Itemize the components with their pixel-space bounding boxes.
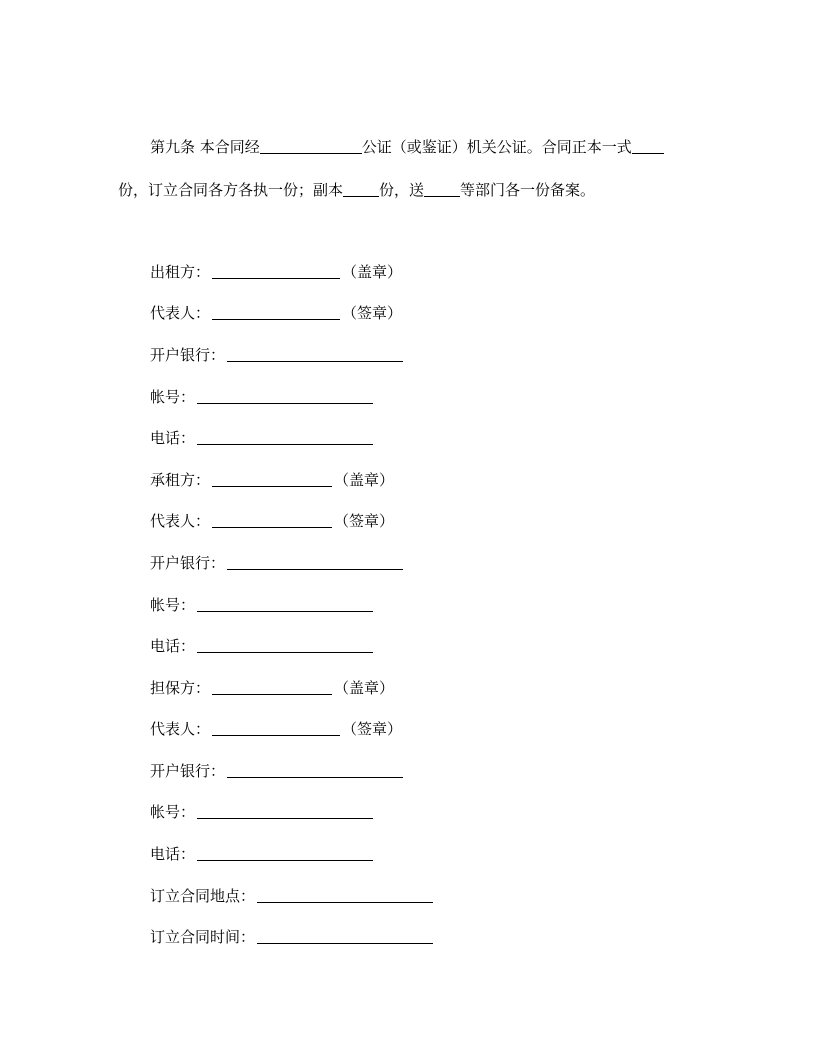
field-label: 出租方： — [150, 263, 211, 281]
signature-field — [150, 511, 394, 531]
field-label: 订立合同地点： — [150, 887, 256, 905]
field-label: 承租方： — [150, 471, 211, 489]
fill-blank[interactable] — [197, 428, 373, 445]
fill-blank[interactable] — [197, 802, 373, 819]
signature-field — [150, 719, 402, 739]
clause-line-1 — [150, 137, 664, 157]
field-label: 帐号： — [150, 803, 196, 821]
field-label: 开户银行： — [150, 762, 226, 780]
signature-field — [150, 844, 373, 864]
field-suffix: （盖章） — [342, 263, 403, 281]
signature-field — [150, 345, 403, 365]
duplicate-copies-blank[interactable] — [343, 180, 379, 197]
departments-blank[interactable] — [424, 180, 460, 197]
field-label: 订立合同时间： — [150, 928, 256, 946]
signature-field — [150, 470, 394, 490]
signature-field — [150, 886, 433, 906]
field-label: 电话： — [150, 637, 196, 655]
fill-blank[interactable] — [212, 262, 340, 279]
field-suffix: （盖章） — [334, 679, 395, 697]
field-suffix: （盖章） — [334, 471, 395, 489]
fill-blank[interactable] — [212, 511, 332, 528]
field-label: 帐号： — [150, 596, 196, 614]
signature-field — [150, 595, 373, 615]
signature-field — [150, 387, 373, 407]
clause-text: 公证（或鉴证）机关公证。合同正本一式 — [361, 138, 632, 156]
signature-field — [150, 428, 373, 448]
fill-blank[interactable] — [227, 345, 403, 362]
clause-line-2 — [118, 180, 595, 200]
field-label: 开户银行： — [150, 554, 226, 572]
field-label: 代表人： — [150, 512, 211, 530]
signature-field — [150, 636, 373, 656]
field-label: 电话： — [150, 845, 196, 863]
clause-text: 等部门各一份备案。 — [460, 181, 596, 199]
fill-blank[interactable] — [197, 595, 373, 612]
signature-field — [150, 303, 402, 323]
signature-field — [150, 927, 433, 947]
signature-field — [150, 262, 402, 282]
field-suffix: （签章） — [342, 720, 403, 738]
fill-blank[interactable] — [227, 761, 403, 778]
fill-blank[interactable] — [197, 387, 373, 404]
field-suffix: （签章） — [334, 512, 395, 530]
fill-blank[interactable] — [197, 636, 373, 653]
fill-blank[interactable] — [257, 927, 433, 944]
notary-blank[interactable] — [260, 137, 362, 154]
signature-field — [150, 553, 403, 573]
clause-text: 份，订立合同各方各执一份；副本 — [118, 181, 344, 199]
fill-blank[interactable] — [212, 678, 332, 695]
field-label: 帐号： — [150, 388, 196, 406]
fill-blank[interactable] — [227, 553, 403, 570]
fill-blank[interactable] — [212, 470, 332, 487]
fill-blank[interactable] — [257, 886, 433, 903]
field-label: 开户银行： — [150, 346, 226, 364]
clause-text: 份，送 — [379, 181, 425, 199]
field-label: 担保方： — [150, 679, 211, 697]
fill-blank[interactable] — [212, 303, 340, 320]
field-label: 代表人： — [150, 304, 211, 322]
field-label: 代表人： — [150, 720, 211, 738]
fill-blank[interactable] — [197, 844, 373, 861]
field-label: 电话： — [150, 429, 196, 447]
signature-field — [150, 802, 373, 822]
clause-text: 第九条 本合同经 — [150, 138, 260, 156]
fill-blank[interactable] — [212, 719, 340, 736]
field-suffix: （签章） — [342, 304, 403, 322]
signature-field — [150, 761, 403, 781]
signature-field — [150, 678, 394, 698]
original-copies-blank[interactable] — [632, 137, 664, 154]
